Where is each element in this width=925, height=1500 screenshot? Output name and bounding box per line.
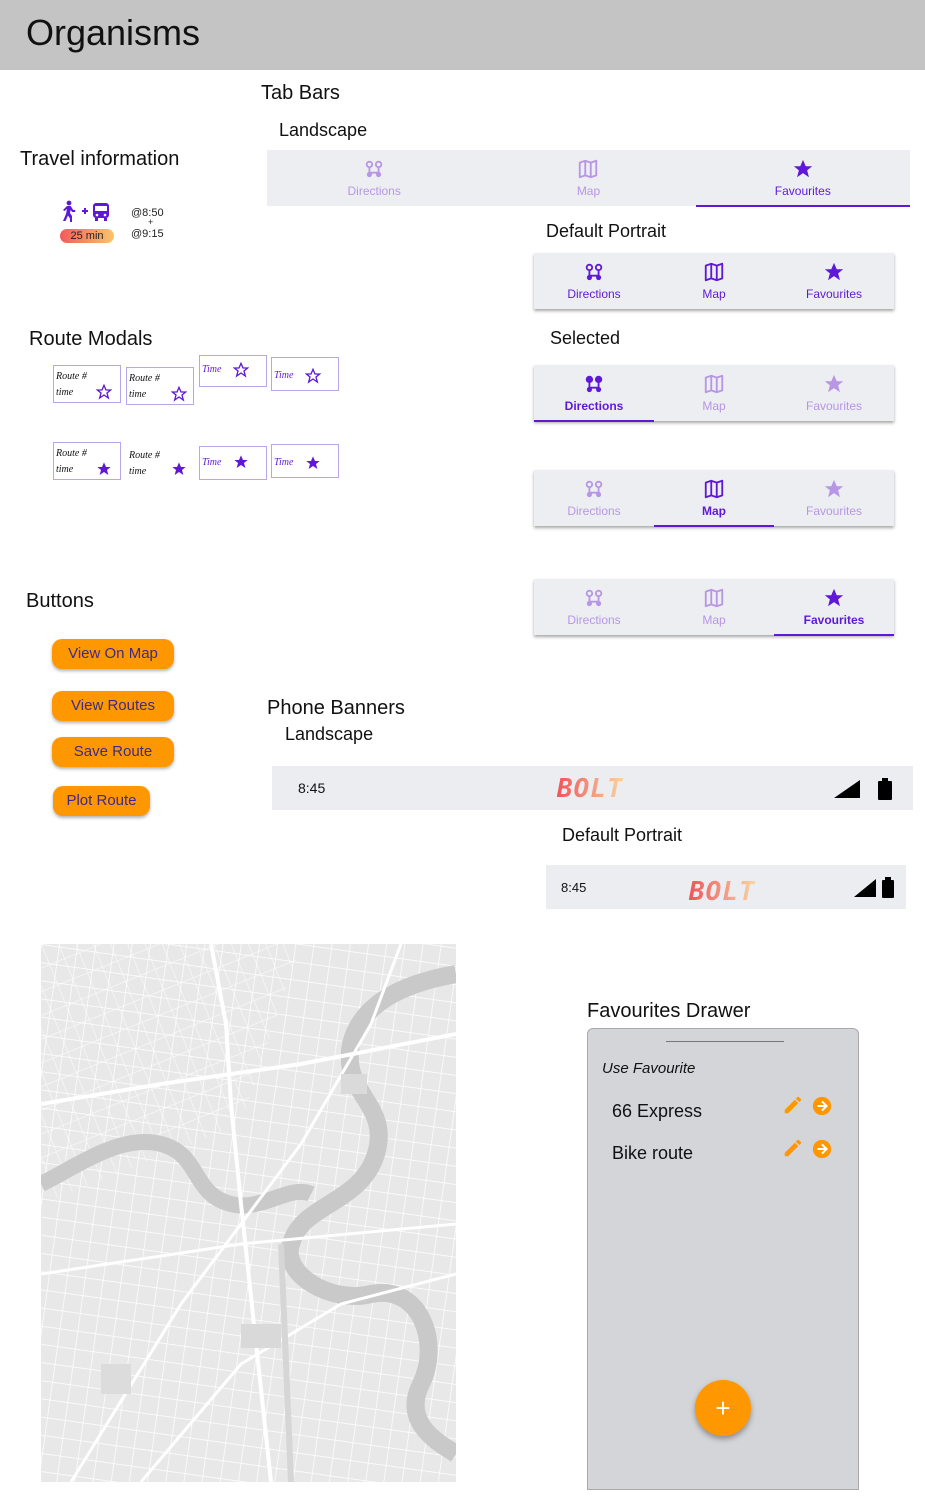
favourite-item-label[interactable]: 66 Express xyxy=(612,1101,703,1121)
time-label: Time xyxy=(202,457,222,468)
time-label: time xyxy=(129,389,147,400)
time-label: time xyxy=(129,466,147,477)
arrow-forward-icon[interactable] xyxy=(811,1095,833,1117)
map-view[interactable] xyxy=(41,944,456,1482)
route-label: Route # xyxy=(129,450,160,461)
tab-directions[interactable] xyxy=(534,470,654,526)
star-icon xyxy=(823,373,845,395)
map-icon xyxy=(577,158,599,180)
star-filled-icon[interactable] xyxy=(96,461,112,477)
buttons-heading: Buttons xyxy=(26,590,94,612)
star-filled-icon[interactable] xyxy=(171,461,187,477)
time-plus: + xyxy=(148,217,154,227)
page-title: Organisms xyxy=(26,12,201,53)
map-icon xyxy=(703,587,725,609)
banner-landscape-heading: Landscape xyxy=(285,724,374,744)
time-label: Time xyxy=(202,364,222,375)
tab-underline xyxy=(696,205,910,207)
phone-banner-portrait xyxy=(546,865,906,909)
tab-bar-portrait xyxy=(534,253,894,309)
tab-portrait-heading: Default Portrait xyxy=(546,221,667,241)
star-outline-icon[interactable] xyxy=(233,362,249,378)
tab-directions[interactable] xyxy=(534,365,654,421)
tab-label: Map xyxy=(576,184,601,198)
drawer-handle[interactable] xyxy=(666,1041,784,1042)
plot-route-button[interactable]: Plot Route xyxy=(53,786,150,816)
favourites-drawer xyxy=(587,1028,859,1490)
tab-directions[interactable] xyxy=(534,253,654,309)
favourites-drawer-heading: Favourites Drawer xyxy=(587,1000,751,1022)
directions-icon xyxy=(583,587,605,609)
walk-bus-icon xyxy=(60,200,112,224)
arrow-forward-icon[interactable] xyxy=(811,1138,833,1160)
route-modal[interactable] xyxy=(126,444,194,482)
view-on-map-button[interactable]: View On Map xyxy=(52,639,174,669)
add-favourite-button[interactable]: + xyxy=(695,1380,751,1436)
time-label: Time xyxy=(274,457,294,468)
star-icon xyxy=(792,158,814,180)
tab-label: Map xyxy=(702,613,726,627)
duration-badge: 25 min xyxy=(60,229,114,243)
route-label: Route # xyxy=(56,448,87,459)
tab-map[interactable] xyxy=(654,579,774,635)
tab-label: Directions xyxy=(347,184,401,198)
star-icon xyxy=(823,261,845,283)
tab-favourites[interactable] xyxy=(696,150,910,206)
tab-label: Directions xyxy=(567,287,621,301)
bolt-logo: BOLT xyxy=(689,877,756,907)
tab-label: Favourites xyxy=(805,504,863,518)
tab-label: Favourites xyxy=(803,613,865,627)
tab-map[interactable] xyxy=(654,470,774,526)
tab-directions[interactable] xyxy=(534,579,654,635)
edit-icon[interactable] xyxy=(782,1137,804,1159)
tab-favourites[interactable] xyxy=(774,470,894,526)
star-filled-icon[interactable] xyxy=(233,454,249,470)
tab-selected-heading: Selected xyxy=(550,328,621,348)
tab-label: Directions xyxy=(567,504,621,518)
tab-map[interactable] xyxy=(654,365,774,421)
tab-label: Favourites xyxy=(805,287,863,301)
bolt-logo: BOLT xyxy=(557,774,624,804)
route-modal[interactable] xyxy=(126,367,194,405)
signal-icon xyxy=(854,879,876,897)
time-label: Time xyxy=(274,370,294,381)
tab-underline xyxy=(654,525,774,527)
star-outline-icon[interactable] xyxy=(96,384,112,400)
battery-icon xyxy=(878,778,892,800)
tab-underline xyxy=(774,634,894,636)
phone-banner-landscape xyxy=(272,766,913,810)
route-modal[interactable] xyxy=(53,365,121,403)
battery-icon xyxy=(882,877,894,898)
route-label: Route # xyxy=(129,373,160,384)
tab-label: Favourites xyxy=(805,399,863,413)
tab-label: Directions xyxy=(567,613,621,627)
arrive-time: @9:15 xyxy=(131,228,164,240)
tab-label: Map xyxy=(702,287,726,301)
star-filled-icon[interactable] xyxy=(305,455,321,471)
tab-map[interactable] xyxy=(654,253,774,309)
travel-info-heading: Travel information xyxy=(20,148,180,170)
tab-label: Favourites xyxy=(774,184,831,198)
tab-label: Directions xyxy=(564,399,624,413)
tab-bars-heading: Tab Bars xyxy=(261,82,340,104)
map-icon xyxy=(703,373,725,395)
time-modal[interactable] xyxy=(271,357,339,391)
directions-icon xyxy=(583,478,605,500)
time-modal[interactable] xyxy=(199,446,267,480)
star-outline-icon[interactable] xyxy=(171,386,187,402)
view-routes-button[interactable]: View Routes xyxy=(52,691,174,721)
time-label: time xyxy=(56,464,74,475)
map-icon xyxy=(703,261,725,283)
banner-portrait-heading: Default Portrait xyxy=(562,825,683,845)
tab-favourites[interactable] xyxy=(774,253,894,309)
time-modal[interactable] xyxy=(271,444,339,478)
status-clock: 8:45 xyxy=(561,880,587,895)
route-modals-heading: Route Modals xyxy=(29,328,153,350)
directions-icon xyxy=(583,261,605,283)
time-modal[interactable] xyxy=(199,355,267,387)
star-icon xyxy=(823,587,845,609)
star-icon xyxy=(823,478,845,500)
map-icon xyxy=(703,478,725,500)
status-clock: 8:45 xyxy=(298,780,326,796)
edit-icon[interactable] xyxy=(782,1094,804,1116)
drawer-title: Use Favourite xyxy=(602,1060,696,1077)
route-modal[interactable] xyxy=(53,442,121,480)
directions-icon xyxy=(583,373,605,395)
tab-label: Map xyxy=(702,504,726,518)
tab-label: Map xyxy=(702,399,726,413)
tab-bar-landscape xyxy=(267,150,910,206)
tab-favourites[interactable] xyxy=(774,365,894,421)
star-outline-icon[interactable] xyxy=(305,368,321,384)
time-label: time xyxy=(56,387,74,398)
route-label: Route # xyxy=(56,371,87,382)
map-tiles xyxy=(41,944,456,1482)
tab-underline xyxy=(534,420,654,422)
tab-map[interactable] xyxy=(481,150,695,206)
tab-landscape-heading: Landscape xyxy=(279,120,368,140)
tab-bar-selected-map xyxy=(534,470,894,526)
depart-time: @8:50 xyxy=(131,207,164,219)
favourite-item-label[interactable]: Bike route xyxy=(612,1143,694,1163)
tab-favourites[interactable] xyxy=(774,579,894,635)
signal-icon xyxy=(834,780,860,798)
tab-bar-selected-directions xyxy=(534,365,894,421)
tab-directions[interactable] xyxy=(267,150,481,206)
directions-icon xyxy=(363,158,385,180)
phone-banners-heading: Phone Banners xyxy=(267,697,405,719)
tab-bar-selected-favourites xyxy=(534,579,894,635)
save-route-button[interactable]: Save Route xyxy=(52,737,174,767)
